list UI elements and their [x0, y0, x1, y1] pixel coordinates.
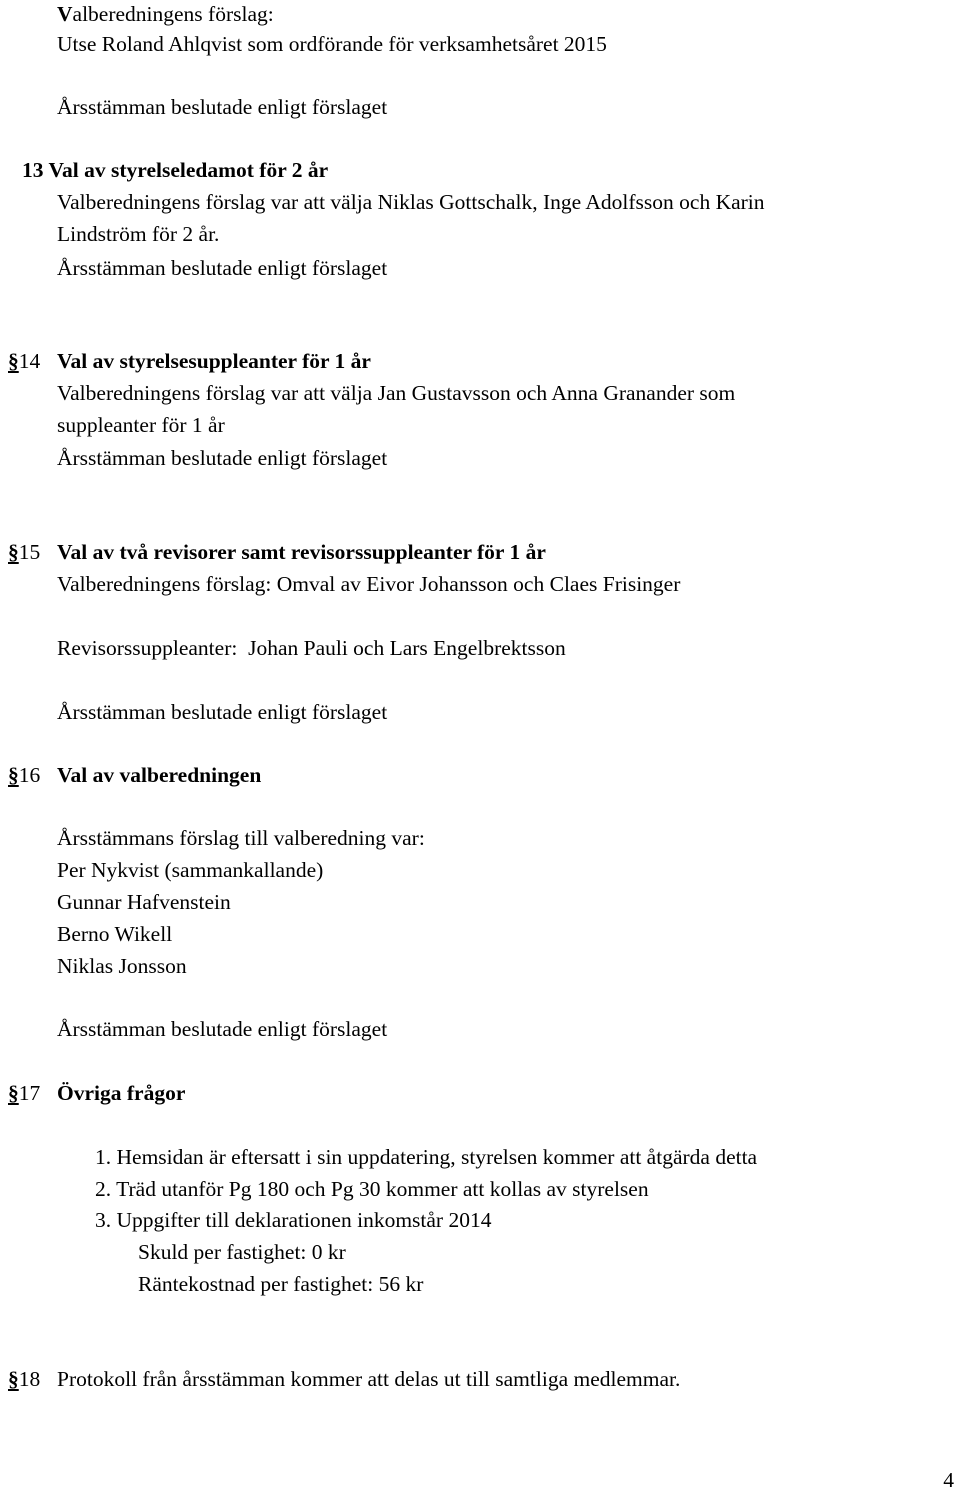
- s18-number: [8, 1369, 57, 1391]
- s16-number-text: 16: [18, 763, 41, 787]
- s15-number-text: 15: [18, 540, 41, 564]
- s18-heading: [8, 1369, 680, 1391]
- s16-section-symbol: §: [8, 763, 19, 787]
- s15-decision: Årsstämman beslutade enligt förslaget: [57, 700, 388, 724]
- s16-member: Berno Wikell: [57, 922, 173, 946]
- s14-section-symbol: §: [8, 349, 19, 373]
- s16-heading: [8, 765, 261, 787]
- s14-line1: Valberedningens förslag var att välja Jan Gustavsson och Anna Granander som: [57, 381, 736, 405]
- s16-member: Gunnar Hafvenstein: [57, 890, 231, 914]
- opening-decision: Årsstämman beslutade enligt förslaget: [57, 95, 388, 119]
- s17-number: [8, 1083, 57, 1105]
- s15-section-symbol: §: [8, 540, 19, 564]
- opening-proposal-text: Utse Roland Ahlqvist som ordförande för verksamhetsåret 2015: [57, 32, 607, 56]
- s14-decision: Årsstämman beslutade enligt förslaget: [57, 446, 388, 470]
- opening-bold-initial: V: [57, 2, 73, 26]
- opening-proposal-label: [57, 4, 274, 26]
- s17-section-symbol: §: [8, 1081, 19, 1105]
- s17-number-text: 17: [18, 1081, 41, 1105]
- s15-line2: Revisorssuppleanter: Johan Pauli och Lars Engelbrektsson: [57, 636, 566, 660]
- s18-section-symbol: §: [8, 1367, 19, 1391]
- s17-item: 3. Uppgifter till deklarationen inkomstår 2014: [95, 1208, 492, 1232]
- s16-number: [8, 765, 57, 787]
- s15-title: Val av två revisorer samt revisorssuppleanter för 1 år: [57, 540, 546, 564]
- s13-decision: Årsstämman beslutade enligt förslaget: [57, 256, 388, 280]
- s16-intro: Årsstämmans förslag till valberedning var:: [57, 826, 425, 850]
- s14-title: Val av styrelsesuppleanter för 1 år: [57, 349, 371, 373]
- s14-number: [8, 351, 57, 373]
- opening-label-rest: alberedningens förslag:: [72, 2, 274, 26]
- s14-line2: suppleanter för 1 år: [57, 413, 225, 437]
- s18-text: Protokoll från årsstämman kommer att delas ut till samtliga medlemmar.: [57, 1367, 681, 1391]
- s16-decision: Årsstämman beslutade enligt förslaget: [57, 1017, 388, 1041]
- s15-number: [8, 542, 57, 564]
- s16-title: Val av valberedningen: [57, 763, 262, 787]
- s16-member: Per Nykvist (sammankallande): [57, 858, 324, 882]
- s18-number-text: 18: [18, 1367, 41, 1391]
- s14-number-text: 14: [18, 349, 41, 373]
- s16-member: Niklas Jonsson: [57, 954, 187, 978]
- s15-line1: Valberedningens förslag: Omval av Eivor Johansson och Claes Frisinger: [57, 572, 681, 596]
- s14-heading: [8, 351, 371, 373]
- s13-title-text: 13 Val av styrelseledamot för 2 år: [22, 158, 329, 182]
- s13-title: [22, 160, 328, 182]
- s17-item: 1. Hemsidan är eftersatt i sin uppdatering, styrelsen kommer att åtgärda detta: [95, 1145, 758, 1169]
- s17-heading: [8, 1083, 185, 1105]
- s13-line1: Valberedningens förslag var att välja Niklas Gottschalk, Inge Adolfsson och Karin: [57, 190, 765, 214]
- s17-subitem: Räntekostnad per fastighet: 56 kr: [138, 1272, 424, 1296]
- s15-heading: [8, 542, 546, 564]
- s17-subitem: Skuld per fastighet: 0 kr: [138, 1240, 346, 1264]
- page-number: 4: [943, 1468, 954, 1492]
- s17-item: 2. Träd utanför Pg 180 och Pg 30 kommer att kollas av styrelsen: [95, 1177, 649, 1201]
- s13-line2: Lindström för 2 år.: [57, 222, 220, 246]
- s17-title: Övriga frågor: [57, 1081, 186, 1105]
